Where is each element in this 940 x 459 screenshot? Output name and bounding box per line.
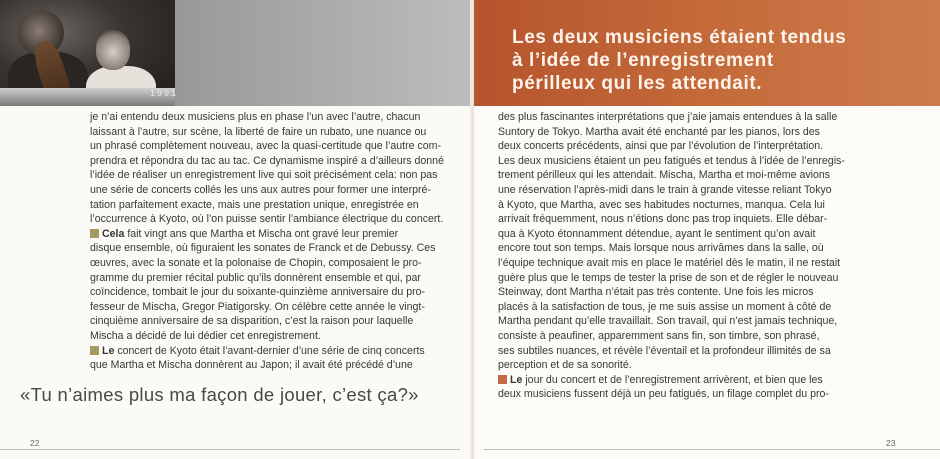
photo-figure-pianist-head (96, 30, 130, 70)
paragraph-marker-icon (90, 346, 99, 355)
paragraph-lead-word: Le (102, 344, 115, 357)
text-line: Mischa a décidé de lui dédier cet enregistrement. (90, 329, 321, 342)
text-line: l’idée de réaliser un enregistrement live qui soit précisément cela: non pas (90, 169, 438, 182)
title-line: à l’idée de l’enregistrement (512, 50, 774, 71)
text-line: guère plus que le temps de tester la prise de son et de régler le nouveau (498, 271, 839, 284)
title-line: périlleux qui les attendait. (512, 73, 763, 94)
paragraph-marker-icon (90, 229, 99, 238)
text-line: à Kyoto, que Martha, avec ses habitudes nocturnes, manqua. Cela lui (498, 198, 825, 211)
text-line: tation parfaitement exacte, mais une prestation unique, enregistrée en (90, 198, 419, 211)
paragraph-marker-icon (498, 375, 507, 384)
pull-quote: «Tu n’aimes plus ma façon de jouer, c’est ça?» (20, 384, 419, 405)
text-line: deux musiciens fussent déjà un peu fatigués, un filage complet du pro- (498, 388, 829, 401)
text-line: Steinway, dont Martha n’était pas très contente. Une fois les micros (498, 286, 814, 299)
text-line: prendra et répondra du tac au tac. Ce dynamisme inspiré a d’ailleurs donné (90, 154, 444, 167)
photo-piano (0, 88, 175, 106)
page-number-left: 22 (30, 438, 40, 448)
text-line: concert de Kyoto était l’avant-dernier d’une série de cinq concerts (114, 344, 425, 357)
left-body-text (90, 110, 444, 373)
text-line: perception et de sa sonorité. (498, 359, 632, 372)
right-header-band (474, 0, 940, 106)
year-label: 1991 (150, 88, 179, 98)
text-line: l’occurrence à Kyoto, où l’on puisse sentir l’ambiance électrique du concert. (90, 213, 444, 226)
text-line: cinquième anniversaire de sa disparition, c’est la raison pour laquelle (90, 315, 414, 328)
text-line: un phrasé complètement nouveau, avec la quasi-certitude que l’autre com- (90, 140, 441, 153)
paragraph-start (90, 344, 444, 359)
title-line: Les deux musiciens étaient tendus (512, 27, 847, 48)
text-line: disque ensemble, où figuraient les sonates de Franck et de Debussy. Ces (90, 242, 436, 255)
page-number-right: 23 (886, 438, 896, 448)
right-page (474, 0, 940, 459)
musicians-photo (0, 0, 175, 106)
paragraph-lead-word: Le (510, 373, 523, 386)
text-line: coïncidence, tombait le jour du soixante-quinzième anniversaire du pro- (90, 286, 426, 299)
paragraph-lead-word: Cela (102, 227, 125, 240)
text-line: œuvres, avec la sonate et la polonaise de Chopin, composaient le pro- (90, 256, 422, 269)
text-line: ses subtiles nuances, et révèle l’éventail et la profondeur illimités de sa (498, 344, 831, 357)
text-line: fesseur de Mischa, Gregor Piatigorsky. On célèbre cette année le vingt- (90, 300, 425, 313)
text-line: placés à la satisfaction de tous, je me suis assise un moment à côté de (498, 300, 832, 313)
right-body-text (498, 110, 922, 402)
text-line: que Martha et Mischa donnèrent au Japon; il avait été précédé d’une (90, 359, 413, 372)
text-line: je n’ai entendu deux musiciens plus en phase l’un avec l’autre, chacun (90, 111, 421, 123)
text-line: trement périlleux qui les attendait. Mischa, Martha et moi-même avions (498, 169, 831, 182)
text-line: Suntory de Tokyo. Martha avait été enchanté par les pianos, lors des (498, 125, 820, 138)
footer-rule-right (484, 449, 940, 450)
text-line: fait vingt ans que Martha et Mischa ont gravé leur premier (124, 227, 399, 240)
text-line: des plus fascinantes interprétations que j’aie jamais entendues à la salle (498, 111, 838, 123)
text-line: Les deux musiciens étaient un peu fatigués et tendus à l’idée de l’enregis- (498, 154, 845, 167)
text-line: consiste à peaufiner, apparemment sans fin, son timbre, son phrasé, (498, 329, 820, 342)
text-line: qua à Kyoto étonnamment détendue, ayant le sentiment qu’on avait (498, 227, 816, 240)
text-line: encore tout son temps. Mais lorsque nous arrivâmes dans la salle, où (498, 242, 824, 255)
text-line: une série de concerts collés les uns aux autres pour former une interpré- (90, 183, 431, 196)
text-line: jour du concert et de l’enregistrement arrivèrent, et bien que les (522, 373, 823, 386)
text-line: l’équipe technique avait mis en place le matériel dès le matin, il ne restait (498, 256, 841, 269)
text-line: Martha pendant qu’elle travaillait. Son travail, qui n’est jamais technique, (498, 315, 838, 328)
text-line: laissant à l’autre, sur scène, la liberté de faire un rubato, une nuance ou (90, 125, 427, 138)
left-header-band (0, 0, 474, 106)
text-line: une réservation l’après-midi dans le train à grande vitesse reliant Tokyo (498, 183, 832, 196)
text-line: gramme du premier récital public qu’ils donnèrent ensemble et qui, par (90, 271, 421, 284)
footer-rule-left (0, 449, 460, 450)
paragraph-start (90, 227, 444, 242)
paragraph-start (498, 373, 922, 388)
page-title (512, 26, 922, 95)
text-line: arrivait fréquemment, nous n’étions donc pas trop inquiets. Elle débar- (498, 213, 828, 226)
text-line: deux concerts précédents, ainsi que par l’évolution de l’interprétation. (498, 140, 824, 153)
